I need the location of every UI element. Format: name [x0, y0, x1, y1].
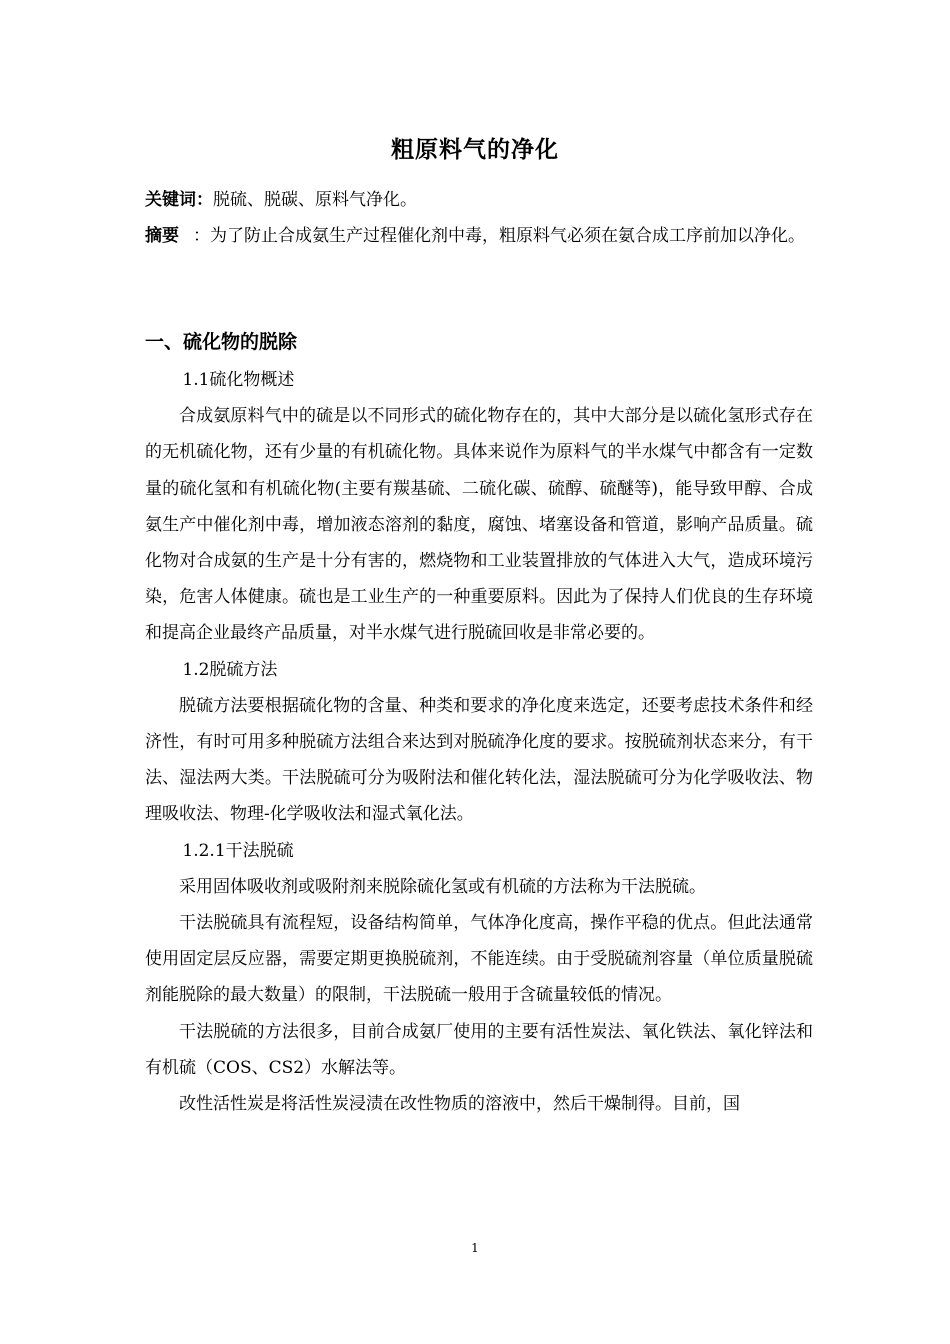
keywords-line — [145, 182, 813, 218]
paragraph: 干法脱硫的方法很多，目前合成氨厂使用的主要有活性炭法、氧化铁法、氧化锌法和有机硫（COS、CS2）水解法等。 — [145, 1021, 813, 1078]
subsection-heading: 1.2.1干法脱硫 — [182, 840, 294, 861]
paragraph: 干法脱硫具有流程短，设备结构简单，气体净化度高，操作平稳的优点。但此法通常使用固定层反应器，需要定期更换脱硫剂，不能连续。由于受脱硫剂容量（单位质量脱硫剂能脱除的最大数量）的限制，干法脱硫一般用于含硫量较低的情况。 — [145, 913, 813, 1006]
paragraph: 采用固体吸收剂或吸附剂来脱除硫化氢或有机硫的方法称为干法脱硫。 — [179, 876, 706, 897]
abstract-text: ：为了防止合成氨生产过程催化剂中毒，粗原料气必须在氨合成工序前加以净化。 — [193, 226, 805, 246]
keywords-text: 脱硫、脱碳、原料气净化。 — [213, 190, 417, 210]
section-heading: 一、硫化物的脱除 — [145, 331, 298, 353]
paragraph: 脱硫方法要根据硫化物的含量、种类和要求的净化度来选定，还要考虑技术条件和经济性，有时可用多种脱硫方法组合来达到对脱硫净化度的要求。按脱硫剂状态来分，有干法、湿法两大类。干法脱硫可分为吸附法和催化转化法，湿法脱硫可分为化学吸收法、物理吸收法、物理-化学吸收法和湿式氧化法。 — [145, 695, 813, 825]
abstract — [145, 218, 813, 254]
document-title: 粗原料气的净化 — [391, 137, 559, 163]
subsection-heading: 1.2脱硫方法 — [182, 659, 278, 680]
paragraph: 改性活性炭是将活性炭浸渍在改性物质的溶液中，然后干燥制得。目前，国 — [179, 1094, 740, 1115]
page-number: 1 — [471, 1241, 479, 1255]
subsection-heading: 1.1硫化物概述 — [182, 370, 295, 390]
paragraph: 合成氨原料气中的硫是以不同形式的硫化物存在的，其中大部分是以硫化氢形式存在的无机硫化物，还有少量的有机硫化物。具体来说作为原料气的半水煤气中都含有一定数量的硫化氢和有机硫化物(主要有羰基硫、二硫化碳、硫醇、硫醚等)，能导致甲醇、合成氨生产中催化剂中毒，增加液态溶剂的黏度，腐蚀、堵塞设备和管道，影响产品质量。硫化物对合成氨的生产是十分有害的，燃烧物和工业装置排放的气体进入大气，造成环境污染，危害人体健康。硫也是工业生产的一种重要原料。因此为了保持人们优良的生存环境和提高企业最终产品质量，对半水煤气进行脱硫回收是非常必要的。 — [145, 406, 813, 644]
abstract-label: 摘要 — [145, 226, 179, 246]
body-text — [145, 362, 813, 1122]
keywords-label: 关键词： — [145, 190, 213, 210]
